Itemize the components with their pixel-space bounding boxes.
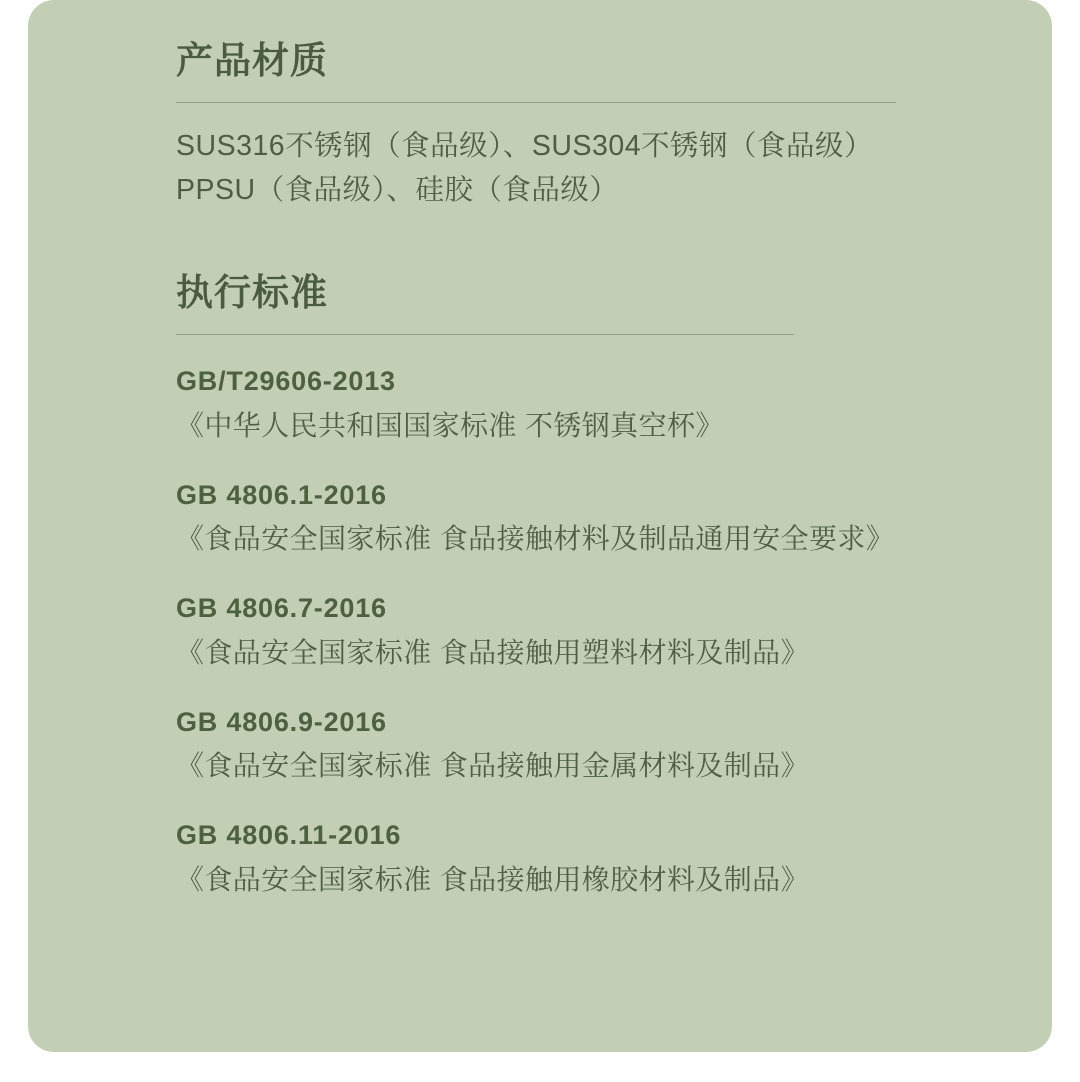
- standard-section-title: 执行标准: [176, 271, 328, 313]
- list-item: [176, 361, 1016, 447]
- standard-list: [176, 361, 1016, 901]
- material-section-divider: [176, 102, 896, 103]
- list-item: [176, 588, 1016, 674]
- material-section-title: 产品材质: [176, 40, 328, 81]
- standard-section-divider: [176, 334, 794, 335]
- standard-name: 《食品安全国家标准 食品接触用塑料材料及制品》: [176, 636, 809, 668]
- standard-code: GB/T29606-2013: [176, 366, 396, 397]
- card-content: [176, 38, 1016, 901]
- material-list: [176, 125, 1016, 212]
- standard-section: [176, 270, 1016, 901]
- list-item: [176, 475, 1016, 561]
- list-item: [176, 815, 1016, 901]
- list-item: [176, 702, 1016, 788]
- material-line: SUS316不锈钢（食品级）、SUS304不锈钢（食品级）: [176, 130, 874, 163]
- standard-code: GB 4806.9-2016: [176, 706, 387, 737]
- standard-code: GB 4806.11-2016: [176, 820, 402, 851]
- standard-code: GB 4806.1-2016: [176, 479, 387, 510]
- material-line: PPSU（食品级）、硅胶（食品级）: [176, 173, 619, 206]
- standard-name: 《中华人民共和国国家标准 不锈钢真空杯》: [176, 409, 724, 441]
- standard-name: 《食品安全国家标准 食品接触用金属材料及制品》: [176, 750, 809, 782]
- product-info-card: [28, 0, 1052, 1052]
- standard-name: 《食品安全国家标准 食品接触用橡胶材料及制品》: [176, 863, 809, 895]
- standard-name: 《食品安全国家标准 食品接触材料及制品通用安全要求》: [176, 523, 895, 555]
- standard-code: GB 4806.7-2016: [176, 593, 387, 624]
